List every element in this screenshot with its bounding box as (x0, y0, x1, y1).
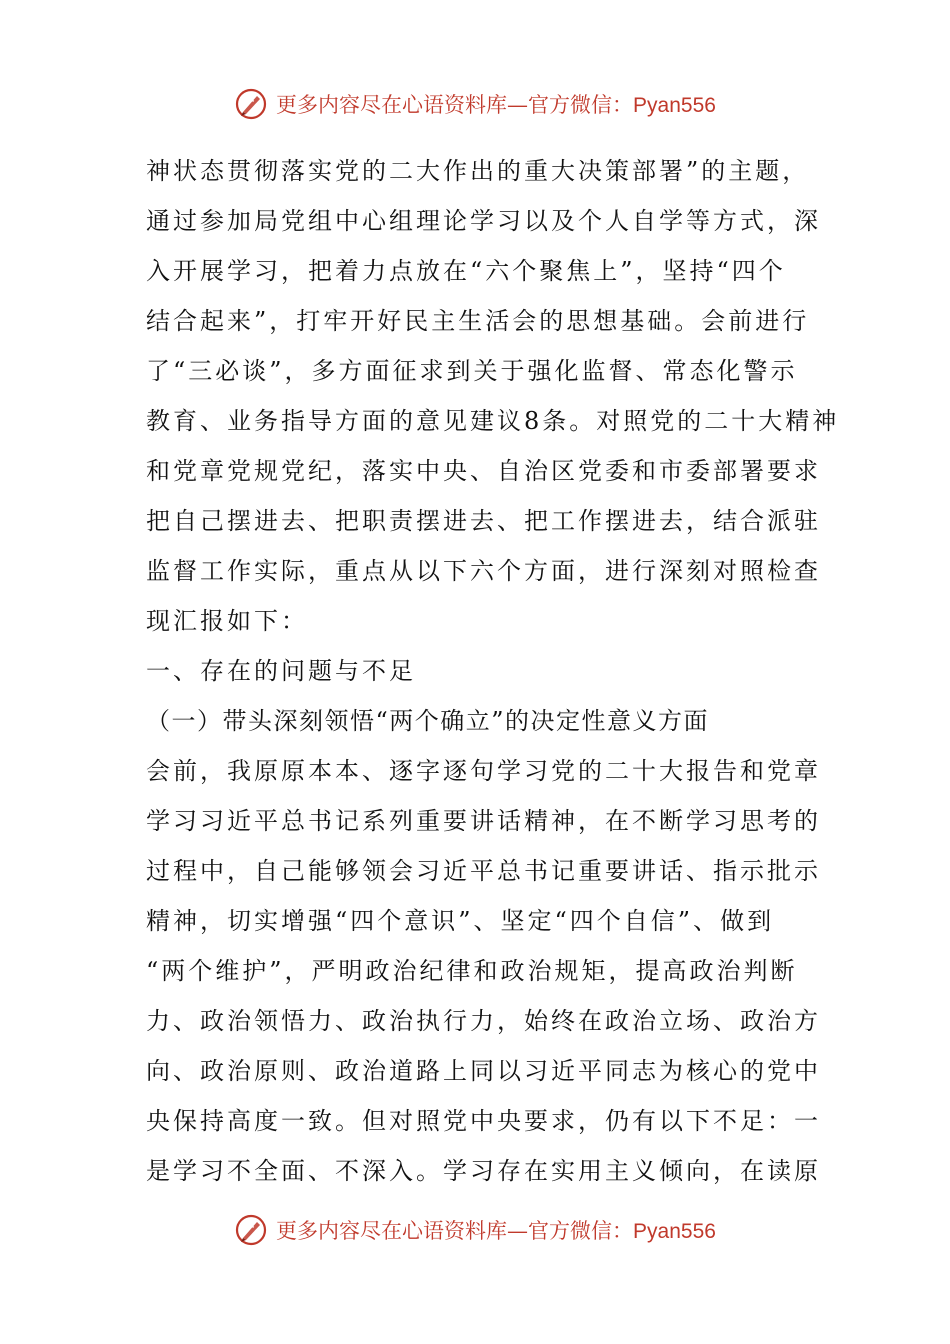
paragraph-line: 现汇报如下： (146, 607, 308, 635)
watermark-text: 更多内容尽在心语资料库—官方微信：Pyan556 (276, 93, 716, 117)
pen-logo-icon (234, 1213, 268, 1247)
paragraph-line: 精神，切实增强“四个意识”、坚定“四个自信”、做到 (146, 907, 775, 935)
wechat-id: Pyan556 (633, 1220, 716, 1243)
paragraph-line: 把自己摆进去、把职责摆进去、把工作摆进去，结合派驻 (146, 507, 821, 535)
paragraph-line: 会前，我原原本本、逐字逐句学习党的二十大报告和党章 (146, 757, 821, 785)
wechat-id: Pyan556 (633, 94, 716, 117)
paragraph-line: 监督工作实际，重点从以下六个方面，进行深刻对照检查 (146, 557, 821, 585)
footer-watermark (0, 1208, 950, 1252)
paragraph-line: 力、政治领悟力、政治执行力，始终在政治立场、政治方 (146, 1007, 821, 1035)
paragraph-line: 结合起来”，打牢开好民主生活会的思想基础。会前进行 (146, 307, 810, 335)
paragraph-line: 教育、业务指导方面的意见建议8条。对照党的二十大精神 (146, 407, 840, 435)
paragraph-line: “两个维护”，严明政治纪律和政治规矩，提高政治判断 (146, 957, 798, 985)
paragraph-line: 向、政治原则、政治道路上同以习近平同志为核心的党中 (146, 1057, 821, 1085)
paragraph-line: 神状态贯彻落实党的二大作出的重大决策部署”的主题， (146, 157, 810, 185)
paragraph-line: 过程中，自己能够领会习近平总书记重要讲话、指示批示 (146, 857, 821, 885)
pen-logo-icon (234, 87, 268, 121)
document-body (146, 146, 840, 1196)
subsection-heading: （一）带头深刻领悟“两个确立”的决定性意义方面 (146, 707, 710, 735)
paragraph-line: 央保持高度一致。但对照党中央要求，仍有以下不足：一 (146, 1107, 821, 1135)
paragraph-line: 了“三必谈”，多方面征求到关于强化监督、常态化警示 (146, 357, 798, 385)
watermark-text: 更多内容尽在心语资料库—官方微信：Pyan556 (276, 1219, 716, 1243)
paragraph-line: 入开展学习，把着力点放在“六个聚焦上”，坚持“四个 (146, 257, 786, 285)
header-watermark (0, 82, 950, 126)
paragraph-line: 是学习不全面、不深入。学习存在实用主义倾向，在读原 (146, 1157, 821, 1185)
paragraph-line: 和党章党规党纪，落实中央、自治区党委和市委部署要求 (146, 457, 821, 485)
section-heading: 一、存在的问题与不足 (146, 657, 416, 685)
paragraph-line: 通过参加局党组中心组理论学习以及个人自学等方式，深 (146, 207, 821, 235)
paragraph-line: 学习习近平总书记系列重要讲话精神，在不断学习思考的 (146, 807, 821, 835)
